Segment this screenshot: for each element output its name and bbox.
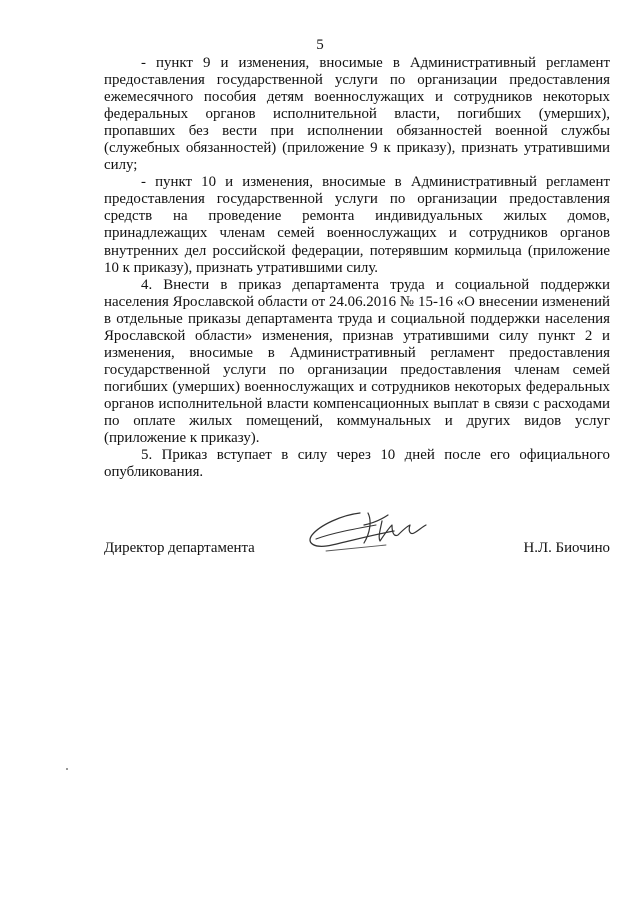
document-body <box>104 55 610 481</box>
signatory-name: Н.Л. Биочино <box>523 540 610 556</box>
signature-block <box>104 540 610 560</box>
scan-artifact-dot <box>66 768 68 770</box>
page-number: 5 <box>316 37 324 53</box>
paragraph-point-5: 5. Приказ вступает в силу через 10 дней после его официального опубликования. <box>104 447 610 481</box>
paragraph-item-9: - пункт 9 и изменения, вносимые в Административный регламент предоставления государственной услуги по организации предоставления ежемесячного пособия детям военнослужащих и сотрудников некоторых федеральных органов исполнительной власти, погибших (умерших), пропавших без вести при исполнении обязанностей военной службы (служебных обязанностей) (приложение 9 к приказу), признать утратившими силу; <box>104 55 610 174</box>
signatory-title: Директор департамента <box>104 540 255 556</box>
paragraph-item-10: - пункт 10 и изменения, вносимые в Административный регламент предоставления государственной услуги по организации предоставления средств на проведение ремонта индивидуальных жилых домов, принадлежащих членам семей военнослужащих и сотрудников органов внутренних дел российской федерации, потерявшим кормильца (приложение 10 к приказу), признать утратившими силу. <box>104 174 610 276</box>
paragraph-point-4: 4. Внести в приказ департамента труда и социальной поддержки населения Ярославской области от 24.06.2016 № 15-16 «О внесении изменений в отдельные приказы департамента труда и социальной поддержки населения Ярославской области» изменения, признав утратившими силу пункт 2 и изменения, вносимые в Административный регламент предоставления государственной услуги по организации предоставления членам семей погибших (умерших) военнослужащих и сотрудников некоторых федеральных органов исполнительной власти компенсационных выплат в связи с расходами по оплате жилых помещений, коммунальных и других видов услуг (приложение к приказу). <box>104 276 610 447</box>
